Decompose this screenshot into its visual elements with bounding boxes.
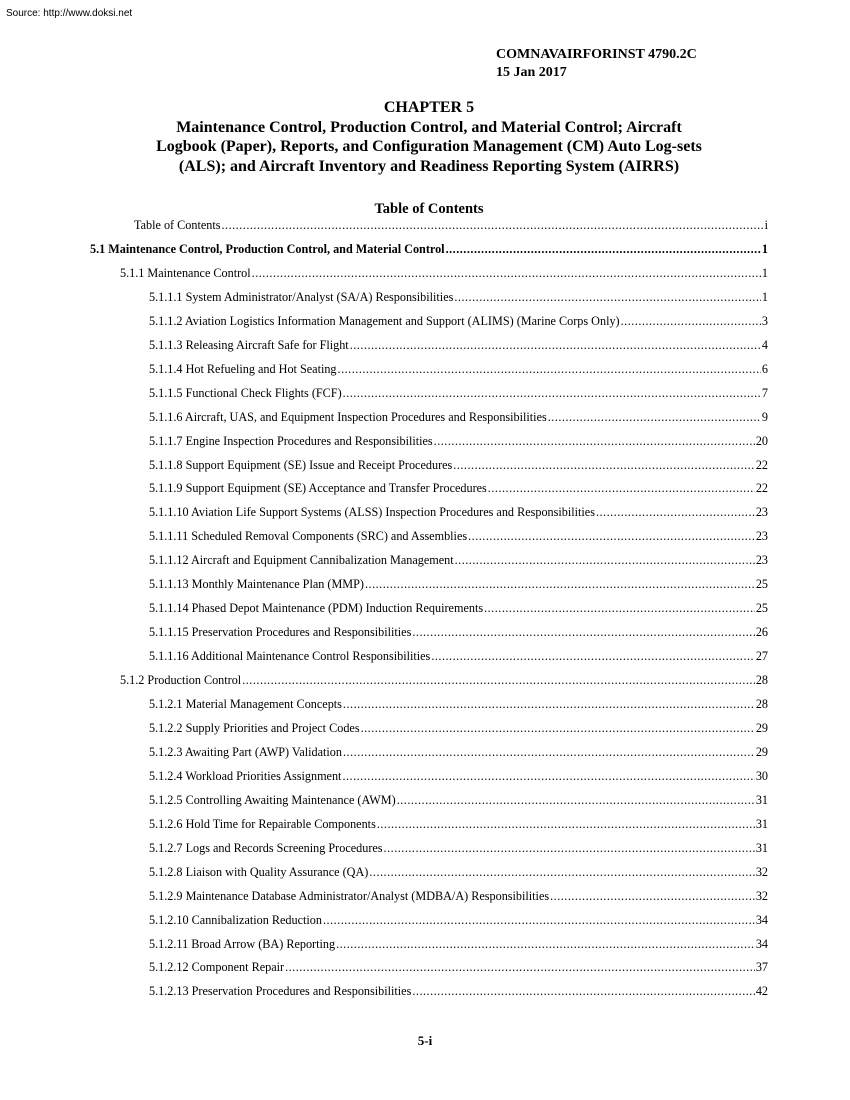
toc-entry[interactable] (149, 960, 768, 975)
toc-entry[interactable] (149, 649, 768, 664)
toc-entry-title: 5.1.2.1 Material Management Concepts (149, 697, 342, 711)
toc-entry-page: 34 (755, 936, 768, 951)
toc-entry-title: 5.1.2.6 Hold Time for Repairable Components (149, 816, 376, 831)
toc-entry-title: 5.1.1.14 Phased Depot Maintenance (PDM) Induction Requirements (149, 601, 484, 616)
toc-dot-leader (342, 769, 754, 784)
toc-entry-page: 22 (755, 457, 768, 472)
toc-entry-page: 1 (761, 289, 768, 304)
toc-dot-leader (550, 889, 755, 904)
toc-dot-leader (468, 529, 755, 544)
toc-entry-page: 42 (755, 984, 768, 999)
toc-entry-page: 23 (755, 553, 768, 568)
toc-dot-leader (488, 481, 755, 496)
toc-entry-page: 22 (755, 481, 768, 496)
toc-entry-title: 5.1.1.9 Support Equipment (SE) Acceptance and Transfer Procedures (149, 481, 487, 496)
chapter-title-line: (ALS); and Aircraft Inventory and Readiness Reporting System (AIRRS) (178, 157, 680, 175)
toc-entry[interactable] (149, 889, 768, 904)
toc-dot-leader (446, 242, 761, 257)
toc-entry[interactable] (149, 505, 768, 520)
toc-entry-page: 28 (755, 697, 768, 711)
toc-entry[interactable] (149, 314, 768, 329)
toc-entry-page: 1 (761, 241, 768, 256)
document-header (496, 46, 697, 82)
toc-entry-page: 25 (755, 577, 768, 592)
toc-entry[interactable] (149, 601, 768, 616)
toc-dot-leader (431, 649, 755, 664)
toc-dot-leader (343, 386, 761, 401)
toc-entry-title: 5.1.1.11 Scheduled Removal Components (SRC) and Assemblies (149, 529, 468, 544)
toc-dot-leader (412, 625, 754, 640)
toc-entry-page: 27 (755, 649, 768, 664)
toc-entry[interactable] (149, 386, 768, 401)
toc-entry-page: 31 (755, 840, 768, 855)
toc-entry-title: 5.1.1.3 Releasing Aircraft Safe for Flight (149, 337, 349, 352)
document-date: 15 Jan 2017 (496, 65, 567, 80)
toc-dot-leader (454, 290, 761, 305)
toc-dot-leader (384, 841, 755, 856)
toc-entry-page: 9 (761, 409, 768, 424)
toc-entry-title: Table of Contents (134, 218, 221, 232)
toc-entry-page: 6 (761, 361, 768, 376)
chapter-number: CHAPTER 5 (383, 99, 475, 116)
toc-dot-leader (484, 601, 755, 616)
toc-entry-page: 29 (755, 720, 768, 735)
toc-entry[interactable] (149, 481, 768, 496)
toc-dot-leader (455, 553, 755, 568)
toc-entry-title: 5.1.2.3 Awaiting Part (AWP) Validation (149, 744, 342, 759)
toc-entry-title: 5.1.1.12 Aircraft and Equipment Cannibalization Management (149, 553, 454, 568)
chapter-title-line: Maintenance Control, Production Control, and Material Control; Aircraft (176, 118, 682, 136)
toc-entry-page: 34 (755, 912, 768, 927)
toc-dot-leader (252, 266, 761, 281)
toc-dot-leader (434, 434, 755, 449)
toc-entry-title: 5.1.1.6 Aircraft, UAS, and Equipment Inspection Procedures and Responsibilities (149, 409, 547, 424)
toc-entry-page: 25 (755, 601, 768, 616)
toc-dot-leader (323, 913, 755, 928)
toc-entry-title: 5.1.1.13 Monthly Maintenance Plan (MMP) (149, 577, 364, 592)
toc-entry[interactable] (149, 577, 768, 592)
toc-dot-leader (412, 984, 754, 999)
chapter-title-line: Logbook (Paper), Reports, and Configuration Management (CM) Auto Log-sets (156, 138, 702, 155)
toc-entry-page: 32 (755, 864, 768, 879)
toc-entry[interactable] (120, 266, 768, 281)
toc-entry[interactable] (149, 913, 768, 928)
toc-entry-title: 5.1.1 Maintenance Control (120, 265, 251, 280)
toc-entry-page: i (764, 218, 768, 232)
toc-entry-title: 5.1.2.2 Supply Priorities and Project Codes (149, 720, 360, 735)
toc-dot-leader (242, 673, 755, 688)
toc-entry-title: 5.1.1.10 Aviation Life Support Systems (ALSS) Inspection Procedures and Responsibilities (149, 505, 595, 520)
toc-entry-title: 5.1.2.8 Liaison with Quality Assurance (QA) (149, 864, 369, 879)
toc-entry-page: 37 (755, 960, 768, 975)
toc-entry-title: 5.1.2.9 Maintenance Database Administrator/Analyst (MDBA/A) Responsibilities (149, 888, 550, 903)
toc-dot-leader (350, 338, 761, 353)
toc-entry-page: 31 (755, 816, 768, 831)
toc-dot-leader (596, 505, 755, 520)
chapter-heading (90, 98, 768, 176)
toc-entry-page: 4 (761, 337, 768, 352)
toc-entry-title: 5.1.1.15 Preservation Procedures and Responsibilities (149, 625, 412, 640)
toc-entry-title: 5.1.2.12 Component Repair (149, 960, 285, 975)
toc-entry-page: 26 (755, 625, 768, 640)
toc-entry[interactable] (149, 865, 768, 880)
toc-dot-leader (548, 410, 761, 425)
toc-entry[interactable] (149, 362, 768, 377)
toc-entry[interactable] (149, 434, 768, 449)
toc-entry-page: 29 (755, 744, 768, 759)
toc-entry[interactable] (149, 984, 768, 999)
toc-entry-page: 1 (761, 265, 768, 280)
toc-entry-page: 7 (761, 385, 768, 400)
toc-dot-leader (336, 937, 755, 952)
toc-entry[interactable] (149, 625, 768, 640)
toc-entry-page: 23 (755, 529, 768, 544)
toc-entry[interactable] (134, 218, 768, 233)
toc-dot-leader (343, 745, 755, 760)
toc-entry-title: 5.1.1.5 Functional Check Flights (FCF) (149, 385, 342, 400)
toc-dot-leader (377, 817, 755, 832)
page-number: 5-i (417, 1033, 433, 1048)
toc-entry[interactable] (149, 721, 768, 736)
toc-entry[interactable] (149, 553, 768, 568)
toc-dot-leader (338, 362, 761, 377)
toc-entry-title: 5.1.2.13 Preservation Procedures and Responsibilities (149, 984, 412, 999)
toc-entry-title: 5.1.1.4 Hot Refueling and Hot Seating (149, 361, 337, 376)
toc-entry[interactable] (120, 673, 768, 688)
toc-entry-page: 30 (755, 768, 768, 783)
toc-entry[interactable] (90, 242, 768, 257)
toc-entry-title: 5.1.2.7 Logs and Records Screening Procedures (149, 840, 383, 855)
toc-entry[interactable] (149, 458, 768, 473)
toc-title: Table of Contents (374, 201, 484, 217)
toc-entry[interactable] (149, 410, 768, 425)
toc-entry-title: 5.1.1.8 Support Equipment (SE) Issue and Receipt Procedures (149, 457, 453, 472)
toc-entry[interactable] (149, 529, 768, 544)
toc-entry-title: 5.1.1.1 System Administrator/Analyst (SA/A) Responsibilities (149, 289, 454, 304)
toc-entry-title: 5.1.2.5 Controlling Awaiting Maintenance (AWM) (149, 792, 396, 807)
toc-entry[interactable] (149, 937, 768, 952)
toc-dot-leader (453, 458, 755, 473)
toc-entry[interactable] (149, 338, 768, 353)
toc-dot-leader (621, 314, 761, 329)
toc-entry-title: 5.1.2.10 Cannibalization Reduction (149, 912, 322, 927)
toc-entry-page: 23 (755, 505, 768, 520)
toc-dot-leader (369, 865, 754, 880)
toc-entry[interactable] (149, 697, 768, 712)
toc-dot-leader (361, 721, 755, 736)
toc-dot-leader (397, 793, 755, 808)
toc-dot-leader (365, 577, 755, 592)
toc-entry[interactable] (149, 745, 768, 760)
toc-entry[interactable] (149, 841, 768, 856)
toc-entry-title: 5.1.1.16 Additional Maintenance Control Responsibilities (149, 649, 431, 664)
toc-entry-title: 5.1.2 Production Control (120, 673, 242, 688)
toc-entry-page: 32 (755, 888, 768, 903)
source-label: Source: http://www.doksi.net (6, 8, 133, 19)
toc-entry-page: 20 (755, 433, 768, 448)
toc-entry-page: 31 (755, 792, 768, 807)
toc-entry-page: 28 (755, 673, 768, 688)
toc-entry[interactable] (149, 290, 768, 305)
toc-dot-leader (285, 960, 755, 975)
toc-dot-leader (221, 218, 763, 233)
toc-entry-title: 5.1.1.2 Aviation Logistics Information Management and Support (ALIMS) (Marine Corps Only) (149, 313, 620, 328)
toc-entry-title: 5.1.2.4 Workload Priorities Assignment (149, 768, 342, 783)
toc-dot-leader (343, 697, 755, 712)
toc-entry[interactable] (149, 769, 768, 784)
toc-entry-title: 5.1.2.11 Broad Arrow (BA) Reporting (149, 936, 336, 951)
toc-entry[interactable] (149, 793, 768, 808)
toc-entry-title: 5.1 Maintenance Control, Production Control, and Material Control (90, 241, 445, 256)
toc-entry[interactable] (149, 817, 768, 832)
toc-entry-title: 5.1.1.7 Engine Inspection Procedures and Responsibilities (149, 433, 433, 448)
toc-entry-page: 3 (761, 313, 768, 328)
document-number: COMNAVAIRFORINST 4790.2C (496, 47, 697, 62)
